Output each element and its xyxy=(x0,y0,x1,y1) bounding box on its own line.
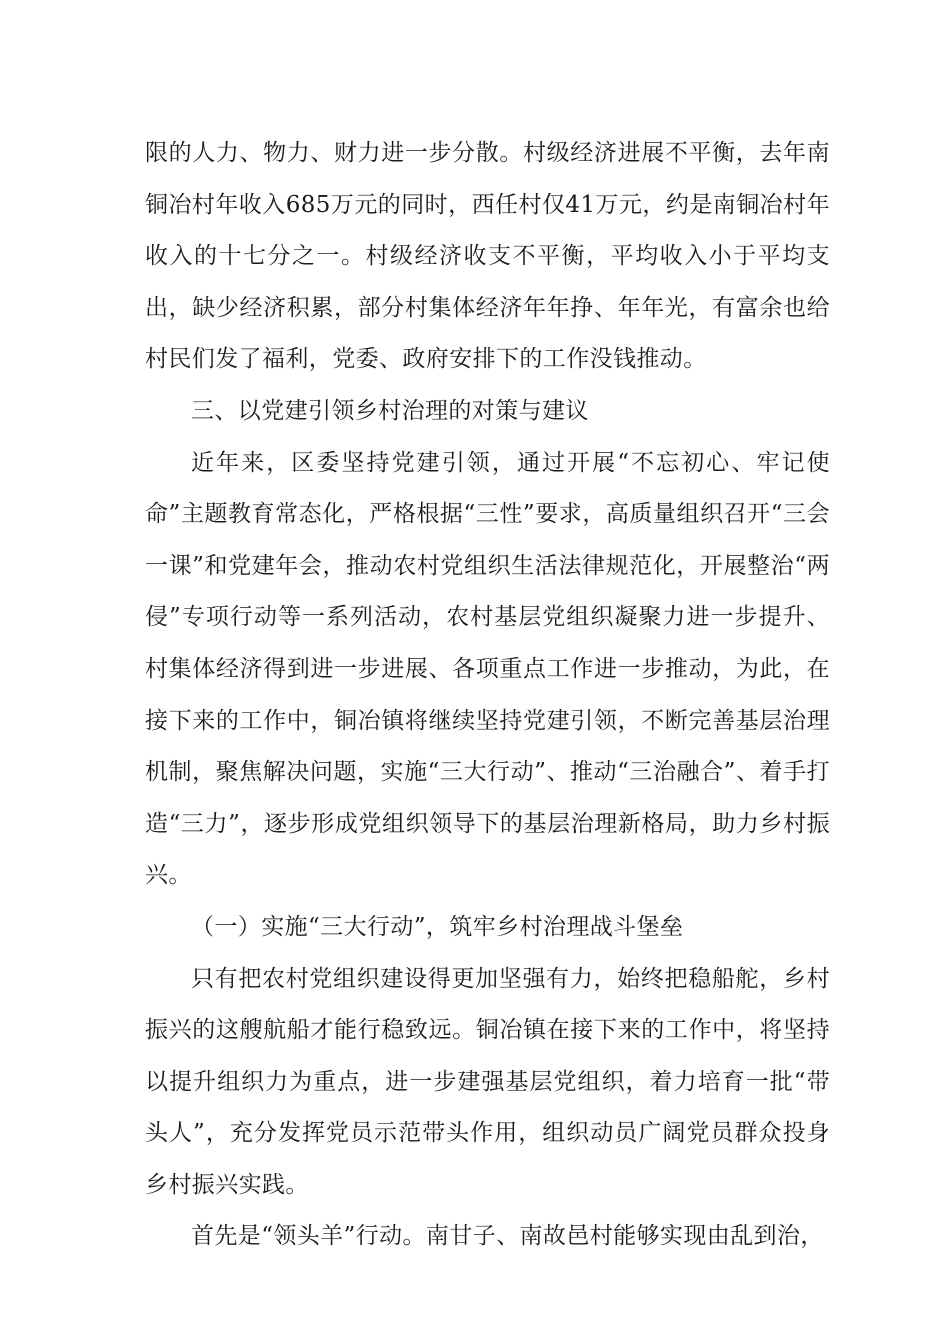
paragraph-continuation: 限的人力、物力、财力进一步分散。村级经济进展不平衡，去年南铜冶村年收入685万元的同时，西任村仅41万元，约是南铜冶村年收入的十七分之一。村级经济收支不平衡，平均收入小于平均支出，缺少经济积累，部分村集体经济年年挣、年年光，有富余也给村民们发了福利，党委、政府安排下的工作没钱推动。 xyxy=(145,140,830,373)
paragraph-body: 近年来，区委坚持党建引领，通过开展“不忘初心、牢记使命”主题教育常态化，严格根据“三性”要求，高质量组织召开“三会一课”和党建年会，推动农村党组织生活法律规范化，开展整治“两侵”专项行动等一系列活动，农村基层党组织凝聚力进一步提升、村集体经济得到进一步进展、各项重点工作进一步推动，为此，在接下来的工作中，铜冶镇将继续坚持党建引领，不断完善基层治理机制，聚焦解决问题，实施“三大行动”、推动“三治融合”、着手打造“三力”，逐步形成党组织领导下的基层治理新格局，助力乡村振兴。 xyxy=(145,449,830,889)
subsection-heading: （一）实施“三大行动”，筑牢乡村治理战斗堡垒 xyxy=(191,913,684,940)
paragraph-body: 只有把农村党组织建设得更加坚强有力，始终把稳船舵，乡村振兴的这艘航船才能行稳致远。铜冶镇在接下来的工作中，将坚持以提升组织力为重点，进一步建强基层党组织，着力培育一批“带头人”，充分发挥党员示范带头作用，组织动员广阔党员群众投身乡村振兴实践。 xyxy=(145,965,830,1198)
section-heading: 三、以党建引领乡村治理的对策与建议 xyxy=(191,397,589,424)
document-body xyxy=(145,128,830,1263)
paragraph-body: 首先是“领头羊”行动。南甘子、南故邑村能够实现由乱到治， xyxy=(191,1223,824,1250)
